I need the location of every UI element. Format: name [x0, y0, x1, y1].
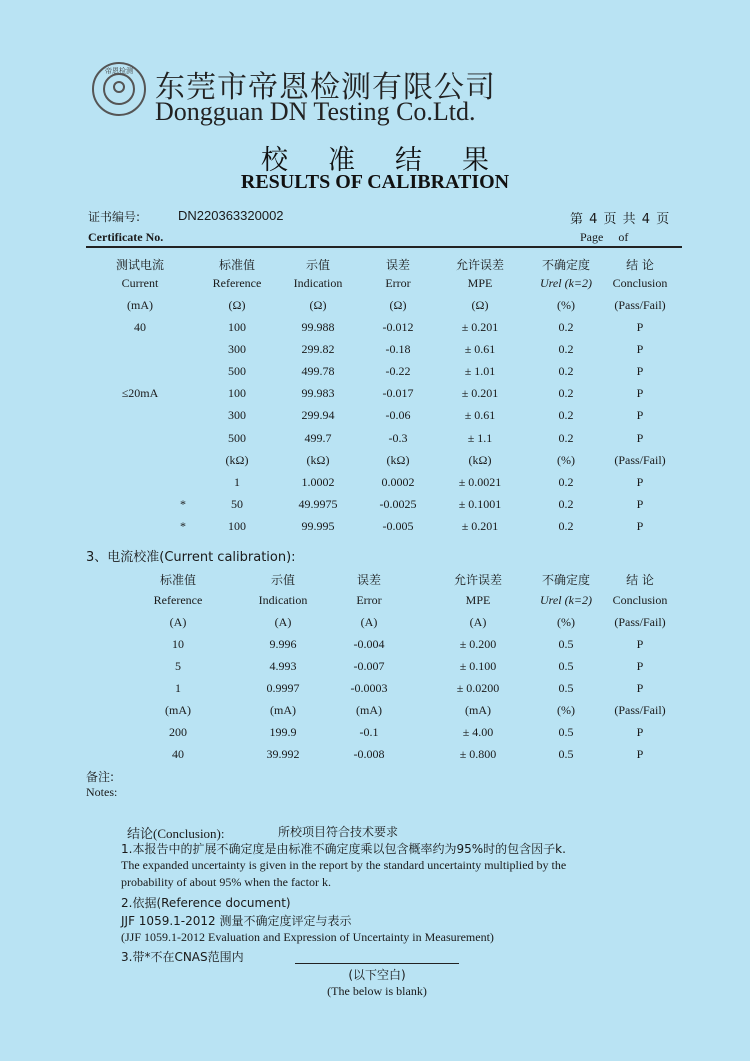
t1-cell: -0.3	[388, 431, 408, 445]
t2-cell: 0.5	[558, 725, 574, 739]
t1-unit: (Ω)	[471, 298, 489, 312]
t1-cell: 1	[234, 475, 240, 489]
t1-unit: (mA)	[127, 298, 153, 312]
t1-unit: (Ω)	[389, 298, 407, 312]
t1-header-en: MPE	[467, 276, 493, 290]
t1-cell: P	[636, 342, 644, 356]
t2-cell: P	[636, 637, 644, 651]
t1-cell: 0.2	[558, 431, 574, 445]
t1-cell: P	[636, 519, 644, 533]
t2-cell: -0.004	[353, 637, 385, 651]
t1-cell: ± 0.201	[461, 320, 499, 334]
note-1-cn: 1.本报告中的扩展不确定度是由标准不确定度乘以包含概率约为95%时的包含因子k.	[121, 842, 566, 856]
t2-header-en: Urel (k=2)	[540, 593, 592, 607]
t2-cell: P	[636, 725, 644, 739]
t1-cell: 100	[228, 519, 246, 533]
t1-header-cn: 标准值	[218, 258, 256, 272]
t1-cell: P	[636, 475, 644, 489]
t1-cell: -0.18	[385, 342, 411, 356]
t1-cell: ± 1.01	[464, 364, 496, 378]
t1-cell: 0.2	[558, 364, 574, 378]
t2-cell: 1	[175, 681, 181, 695]
t2-cell: 0.5	[558, 637, 574, 651]
t1-cell: 100	[228, 386, 246, 400]
t1-cell: 0.0002	[381, 475, 415, 489]
t2-header-cn: 误差	[356, 573, 382, 587]
t1-cell: *	[180, 519, 186, 533]
t1-header-en: Reference	[212, 276, 262, 290]
t1-cell: 300	[228, 342, 246, 356]
t2-unit: (A)	[469, 615, 487, 629]
t2-cell: 0.9997	[266, 681, 300, 695]
company-logo-icon	[92, 62, 146, 116]
t1-cell: ± 0.61	[464, 342, 496, 356]
page-number-cn: 第 4 页 共 4 页	[570, 212, 670, 227]
t1-cell: 100	[228, 320, 246, 334]
t1-cell: 1.0002	[301, 475, 335, 489]
t2-header-en: Indication	[258, 593, 308, 607]
title-cn: 校准结果	[261, 145, 529, 176]
t2-cell: (mA)	[356, 703, 382, 717]
t2-cell: -0.1	[359, 725, 379, 739]
t2-cell: ± 0.200	[459, 637, 497, 651]
t1-header-en: Error	[385, 276, 411, 290]
t1-cell: 499.78	[301, 364, 335, 378]
t2-header-en: Reference	[153, 593, 203, 607]
notes-label-cn: 备注:	[86, 770, 115, 784]
section-title-current: 3、电流校准(Current calibration):	[86, 550, 296, 565]
t2-unit: (%)	[557, 615, 575, 629]
t2-cell: P	[636, 747, 644, 761]
t1-cell: 50	[231, 497, 243, 511]
t2-cell: P	[636, 659, 644, 673]
t2-header-cn: 标准值	[159, 573, 197, 587]
t1-cell: P	[636, 320, 644, 334]
t2-cell: ± 0.800	[459, 747, 497, 761]
t1-cell: 500	[228, 364, 246, 378]
t1-cell: -0.06	[385, 408, 411, 422]
t1-cell: ± 0.201	[461, 519, 499, 533]
t1-cell: -0.012	[382, 320, 414, 334]
t1-cell: (kΩ)	[386, 453, 410, 467]
t2-cell: ± 0.0200	[456, 681, 500, 695]
t2-cell: -0.007	[353, 659, 385, 673]
t1-cell: 0.2	[558, 497, 574, 511]
t2-unit: (A)	[274, 615, 292, 629]
t2-cell: (mA)	[465, 703, 491, 717]
t2-cell: ± 0.100	[459, 659, 497, 673]
page-number-en: Page of	[580, 230, 629, 244]
t1-cell: ± 0.0021	[458, 475, 502, 489]
t1-cell: 0.2	[558, 342, 574, 356]
t2-cell: 0.5	[558, 681, 574, 695]
t1-unit: (%)	[557, 298, 575, 312]
cert-label-cn: 证书编号:	[88, 210, 141, 224]
t1-cell: P	[636, 431, 644, 445]
t2-unit: (A)	[169, 615, 187, 629]
conclusion-label: 结论(Conclusion):	[127, 826, 225, 841]
cert-label-en: Certificate No.	[88, 230, 164, 244]
cert-number: DN220363320002	[178, 208, 284, 223]
t1-unit: (Ω)	[309, 298, 327, 312]
t1-unit: (Ω)	[228, 298, 246, 312]
t1-cell: *	[180, 497, 186, 511]
t1-header-cn: 示值	[305, 258, 331, 272]
t1-header-cn: 结 论	[626, 258, 654, 272]
t2-header-cn: 允许误差	[453, 573, 503, 587]
t1-cell: 299.82	[301, 342, 335, 356]
logo-text: 帝恩检测	[105, 67, 133, 75]
company-name-cn: 东莞市帝恩检测有限公司	[155, 70, 496, 105]
t1-cell: P	[636, 386, 644, 400]
t1-cell: (kΩ)	[225, 453, 249, 467]
note-3: 3.带*不在CNAS范围内	[121, 950, 244, 964]
blank-note-cn: (以下空白)	[348, 968, 406, 982]
t2-cell: 199.9	[269, 725, 297, 739]
t1-cell: 499.7	[304, 431, 332, 445]
t2-cell: 0.5	[558, 747, 574, 761]
t1-cell: P	[636, 408, 644, 422]
t1-cell: 99.988	[301, 320, 335, 334]
logo-inner-ring	[103, 73, 135, 105]
t1-cell: P	[636, 497, 644, 511]
t2-header-cn: 示值	[270, 573, 296, 587]
note-2-cn: JJF 1059.1-2012 测量不确定度评定与表示	[121, 914, 352, 928]
t2-cell: ± 4.00	[462, 725, 494, 739]
blank-note-en: (The below is blank)	[327, 984, 427, 998]
t2-cell: 4.993	[269, 659, 297, 673]
t1-cell: -0.005	[382, 519, 414, 533]
t1-cell: (Pass/Fail)	[614, 453, 666, 467]
conclusion-text: 所校项目符合技术要求	[278, 825, 399, 839]
blank-rule	[295, 963, 459, 964]
t2-header-cn: 结 论	[626, 573, 654, 587]
note-2-en: (JJF 1059.1-2012 Evaluation and Expression of Uncertainty in Measurement)	[121, 930, 494, 944]
t1-header-cn: 不确定度	[541, 258, 591, 272]
t2-header-en: Conclusion	[612, 593, 668, 607]
note-1-en-a: The expanded uncertainty is given in the report by the standard uncertainty multiplied by the	[121, 858, 567, 872]
t1-cell: -0.0025	[379, 497, 417, 511]
t1-cell: -0.017	[382, 386, 414, 400]
t2-cell: (%)	[557, 703, 575, 717]
t1-cell: 0.2	[558, 386, 574, 400]
t1-cell: 0.2	[558, 320, 574, 334]
t2-cell: (Pass/Fail)	[614, 703, 666, 717]
t1-cell: (%)	[557, 453, 575, 467]
t1-cell: 299.94	[301, 408, 335, 422]
t2-header-en: Error	[356, 593, 382, 607]
t1-header-en: Indication	[293, 276, 343, 290]
t2-header-en: MPE	[465, 593, 491, 607]
t1-cell: 99.995	[301, 519, 335, 533]
t1-header-cn: 误差	[385, 258, 411, 272]
t1-cell: 500	[228, 431, 246, 445]
t1-cell: 0.2	[558, 408, 574, 422]
t1-cell: 0.2	[558, 475, 574, 489]
t1-cell: ± 0.201	[461, 386, 499, 400]
note-1-en-b: probability of about 95% when the factor k.	[121, 875, 331, 889]
t2-cell: P	[636, 681, 644, 695]
t2-header-cn: 不确定度	[541, 573, 591, 587]
note-2-label: 2.依据(Reference document)	[121, 896, 291, 910]
notes-label-en: Notes:	[86, 785, 118, 799]
t2-unit: (A)	[360, 615, 378, 629]
t2-cell: -0.0003	[350, 681, 388, 695]
t1-cell: (kΩ)	[306, 453, 330, 467]
t2-cell: 9.996	[269, 637, 297, 651]
t1-header-cn: 允许误差	[455, 258, 505, 272]
t2-cell: 39.992	[266, 747, 300, 761]
t2-cell: (mA)	[270, 703, 296, 717]
t2-cell: 0.5	[558, 659, 574, 673]
t1-cell: 49.9975	[298, 497, 338, 511]
gear-icon	[113, 81, 125, 93]
t1-header-cn: 测试电流	[115, 258, 165, 272]
t1-cell: -0.22	[385, 364, 411, 378]
t1-cell: ± 0.61	[464, 408, 496, 422]
company-name-en: Dongguan DN Testing Co.Ltd.	[155, 97, 476, 126]
t1-cell: ≤20mA	[121, 386, 159, 400]
t1-cell: (kΩ)	[468, 453, 492, 467]
t2-cell: 200	[169, 725, 187, 739]
t1-cell: 0.2	[558, 519, 574, 533]
t2-cell: 5	[175, 659, 181, 673]
t1-cell: 300	[228, 408, 246, 422]
t1-header-en: Current	[121, 276, 159, 290]
t1-cell: 99.983	[301, 386, 335, 400]
t2-unit: (Pass/Fail)	[614, 615, 666, 629]
header-rule	[86, 246, 682, 248]
t1-cell: ± 1.1	[467, 431, 493, 445]
t1-header-en: Urel (k=2)	[540, 276, 592, 290]
t1-cell: 40	[134, 320, 146, 334]
t1-cell: ± 0.1001	[458, 497, 502, 511]
t1-header-en: Conclusion	[612, 276, 668, 290]
t2-cell: 40	[172, 747, 184, 761]
t2-cell: 10	[172, 637, 184, 651]
t1-cell: P	[636, 364, 644, 378]
t1-unit: (Pass/Fail)	[614, 298, 666, 312]
title-en: RESULTS OF CALIBRATION	[240, 171, 510, 193]
t2-cell: (mA)	[165, 703, 191, 717]
t2-cell: -0.008	[353, 747, 385, 761]
